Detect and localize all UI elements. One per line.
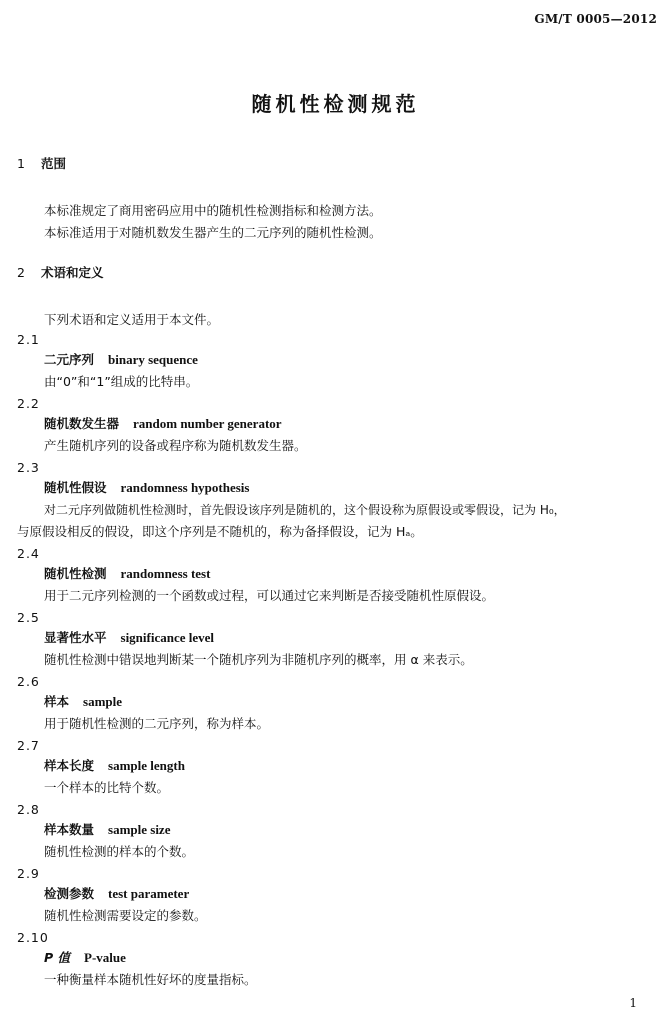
clause-number: 2.5 [17, 610, 40, 625]
clause-number: 2.10 [17, 930, 49, 945]
term-definition: 产生随机序列的设备或程序称为随机数发生器。 [44, 438, 307, 453]
term-english: significance level [120, 630, 215, 645]
term-chinese: 随机性检测 [44, 566, 107, 581]
term-definition: 用于二元序列检测的一个函数或过程，可以通过它来判断是否接受随机性原假设。 [44, 588, 495, 603]
term-definition: 用于随机性检测的二元序列，称为样本。 [44, 716, 270, 731]
term-english: random number generator [133, 416, 282, 431]
term-entry [44, 480, 249, 496]
term-english: P-value [84, 950, 126, 965]
clause-number: 2.3 [17, 460, 40, 475]
term-chinese: 随机性假设 [44, 480, 107, 495]
term-english: sample size [108, 822, 171, 837]
page-number: 1 [629, 996, 637, 1010]
term-definition: 由“0”和“1”组成的比特串。 [44, 374, 199, 389]
term-chinese: 样本数量 [44, 822, 95, 837]
document-title: 随机性检测规范 [251, 92, 420, 116]
term-definition: 随机性检测中错误地判断某一个随机序列为非随机序列的概率，用 α 来表示。 [44, 652, 473, 667]
term-definition: 随机性检测需要设定的参数。 [44, 908, 207, 923]
section-1-title: 范围 [41, 156, 67, 171]
scope-paragraph-2: 本标准适用于对随机数发生器产生的二元序列的随机性检测。 [44, 225, 382, 240]
term-english: binary sequence [108, 352, 198, 367]
term-english: sample length [108, 758, 185, 773]
term-chinese: 样本 [44, 694, 70, 709]
term-chinese: 随机数发生器 [44, 416, 120, 431]
section-2-number: 2 [17, 265, 25, 280]
term-english: sample [83, 694, 123, 709]
clause-number: 2.1 [17, 332, 40, 347]
term-definition: 对二元序列做随机性检测时，首先假设该序列是随机的，这个假设称为原假设或零假设，记为 H₀， [44, 503, 566, 517]
clause-number: 2.6 [17, 674, 40, 689]
term-chinese: 显著性水平 [44, 630, 107, 645]
term-chinese: 样本长度 [44, 758, 95, 773]
term-entry [44, 822, 170, 838]
term-definition-continued: 与原假设相反的假设，即这个序列是不随机的，称为备择假设，记为 Hₐ。 [17, 524, 423, 539]
term-entry [44, 416, 282, 432]
term-definition: 一个样本的比特个数。 [44, 780, 170, 795]
section-2-title: 术语和定义 [41, 265, 104, 280]
term-entry [44, 352, 198, 368]
term-english: test parameter [108, 886, 190, 901]
clause-number: 2.7 [17, 738, 40, 753]
term-english: randomness hypothesis [120, 480, 250, 495]
term-entry [44, 758, 185, 774]
term-entry [44, 694, 122, 710]
scope-paragraph-1: 本标准规定了商用密码应用中的随机性检测指标和检测方法。 [44, 203, 382, 218]
clause-number: 2.4 [17, 546, 40, 561]
section-1-number: 1 [17, 156, 25, 171]
clause-number: 2.9 [17, 866, 40, 881]
term-english: randomness test [120, 566, 211, 581]
term-entry [44, 566, 210, 582]
term-chinese: P 值 [44, 950, 71, 965]
standard-code: GM/T 0005—2012 [534, 12, 657, 26]
term-entry [44, 950, 126, 966]
term-entry [44, 630, 214, 646]
term-chinese: 二元序列 [44, 352, 95, 367]
section-2-heading [17, 265, 104, 281]
clause-number: 2.8 [17, 802, 40, 817]
term-chinese: 检测参数 [44, 886, 95, 901]
clause-number: 2.2 [17, 396, 40, 411]
terms-intro: 下列术语和定义适用于本文件。 [44, 312, 220, 327]
term-definition: 一种衡量样本随机性好坏的度量指标。 [44, 972, 257, 987]
section-1-heading [17, 156, 66, 172]
term-entry [44, 886, 189, 902]
term-definition: 随机性检测的样本的个数。 [44, 844, 195, 859]
